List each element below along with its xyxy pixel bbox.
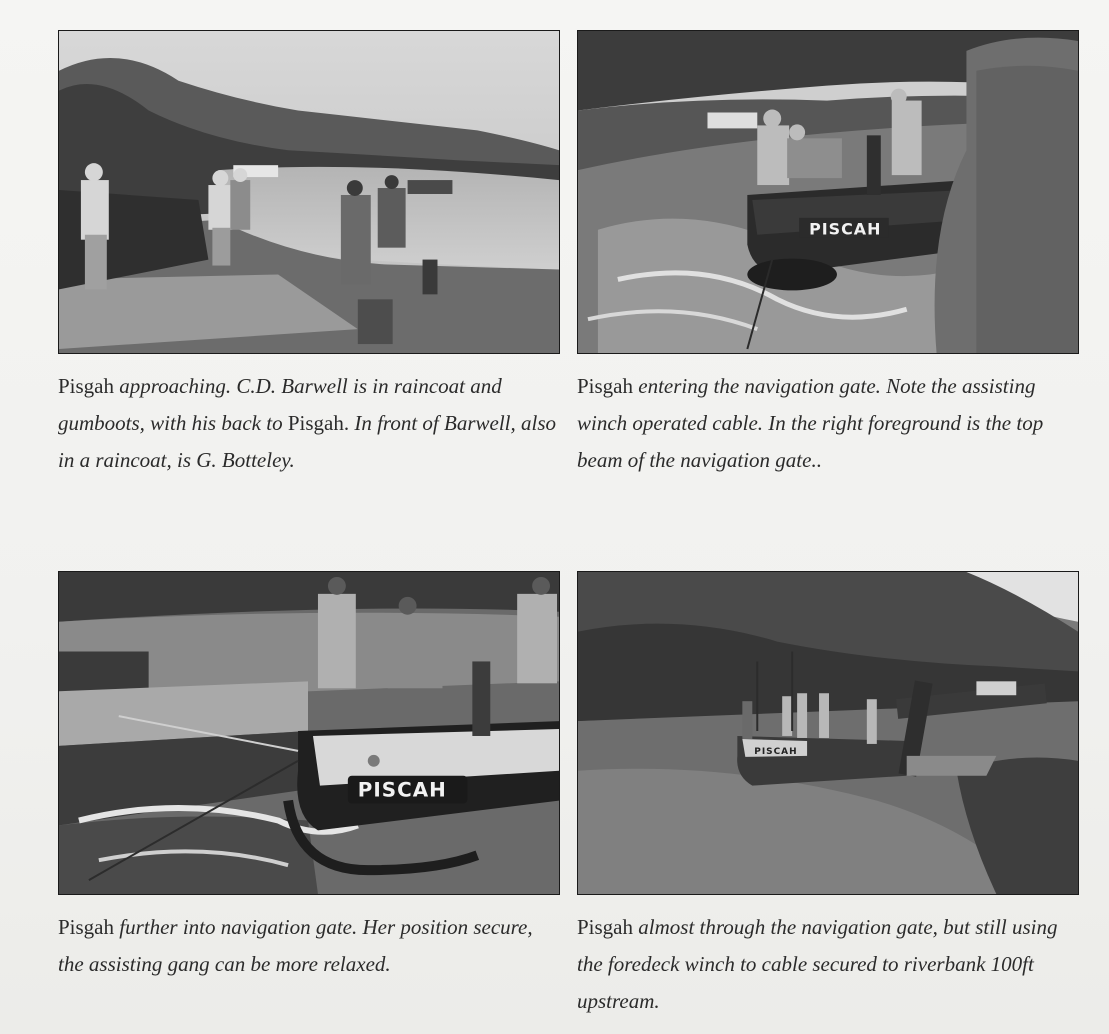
boat-name-lettering: PISCAH bbox=[357, 778, 447, 802]
photo-image-1 bbox=[59, 31, 559, 353]
caption-text-run: entering the navigation gate. Note the assisting winch operated cable. In the right foreground is the top beam of the navigation gate.. bbox=[577, 374, 1044, 472]
photo-panel-4 bbox=[577, 571, 1079, 1020]
caption-text-run: Pisgah bbox=[577, 915, 634, 939]
photo-boat-approaching bbox=[58, 30, 560, 354]
photo-panel-3 bbox=[58, 571, 560, 983]
photo-boat-almost-through bbox=[577, 571, 1079, 895]
boat-name-lettering: PISCAH bbox=[809, 219, 882, 239]
photo-image-2 bbox=[578, 31, 1078, 353]
caption-text-run: Pisgah. bbox=[287, 411, 350, 435]
caption-text-run: almost through the navigation gate, but still using the foredeck winch to cable secured to riverbank 100ft upstream. bbox=[577, 915, 1058, 1013]
photo-boat-entering-gate bbox=[577, 30, 1079, 354]
boat-name-lettering: PISCAH bbox=[754, 746, 798, 757]
caption-4 bbox=[577, 909, 1079, 1020]
photo-boat-further-into-gate bbox=[58, 571, 560, 895]
caption-text-run: approaching. C.D. Barwell is in raincoat and gumboots, with his back to bbox=[58, 374, 502, 435]
caption-text-run: further into navigation gate. Her position secure, the assisting gang can be more relaxed. bbox=[58, 915, 533, 976]
photo-image-4 bbox=[578, 572, 1078, 894]
caption-1 bbox=[58, 368, 560, 479]
photo-panel-1 bbox=[58, 30, 560, 479]
caption-2 bbox=[577, 368, 1079, 479]
caption-text-run: Pisgah bbox=[58, 374, 115, 398]
caption-text-run: Pisgah bbox=[58, 915, 115, 939]
photo-panel-2 bbox=[577, 30, 1079, 479]
photo-image-3 bbox=[59, 572, 559, 894]
caption-text-run: Pisgah bbox=[577, 374, 634, 398]
caption-text-run: In front of Barwell, also in a raincoat, is G. Botteley. bbox=[58, 411, 557, 472]
caption-3 bbox=[58, 909, 560, 983]
